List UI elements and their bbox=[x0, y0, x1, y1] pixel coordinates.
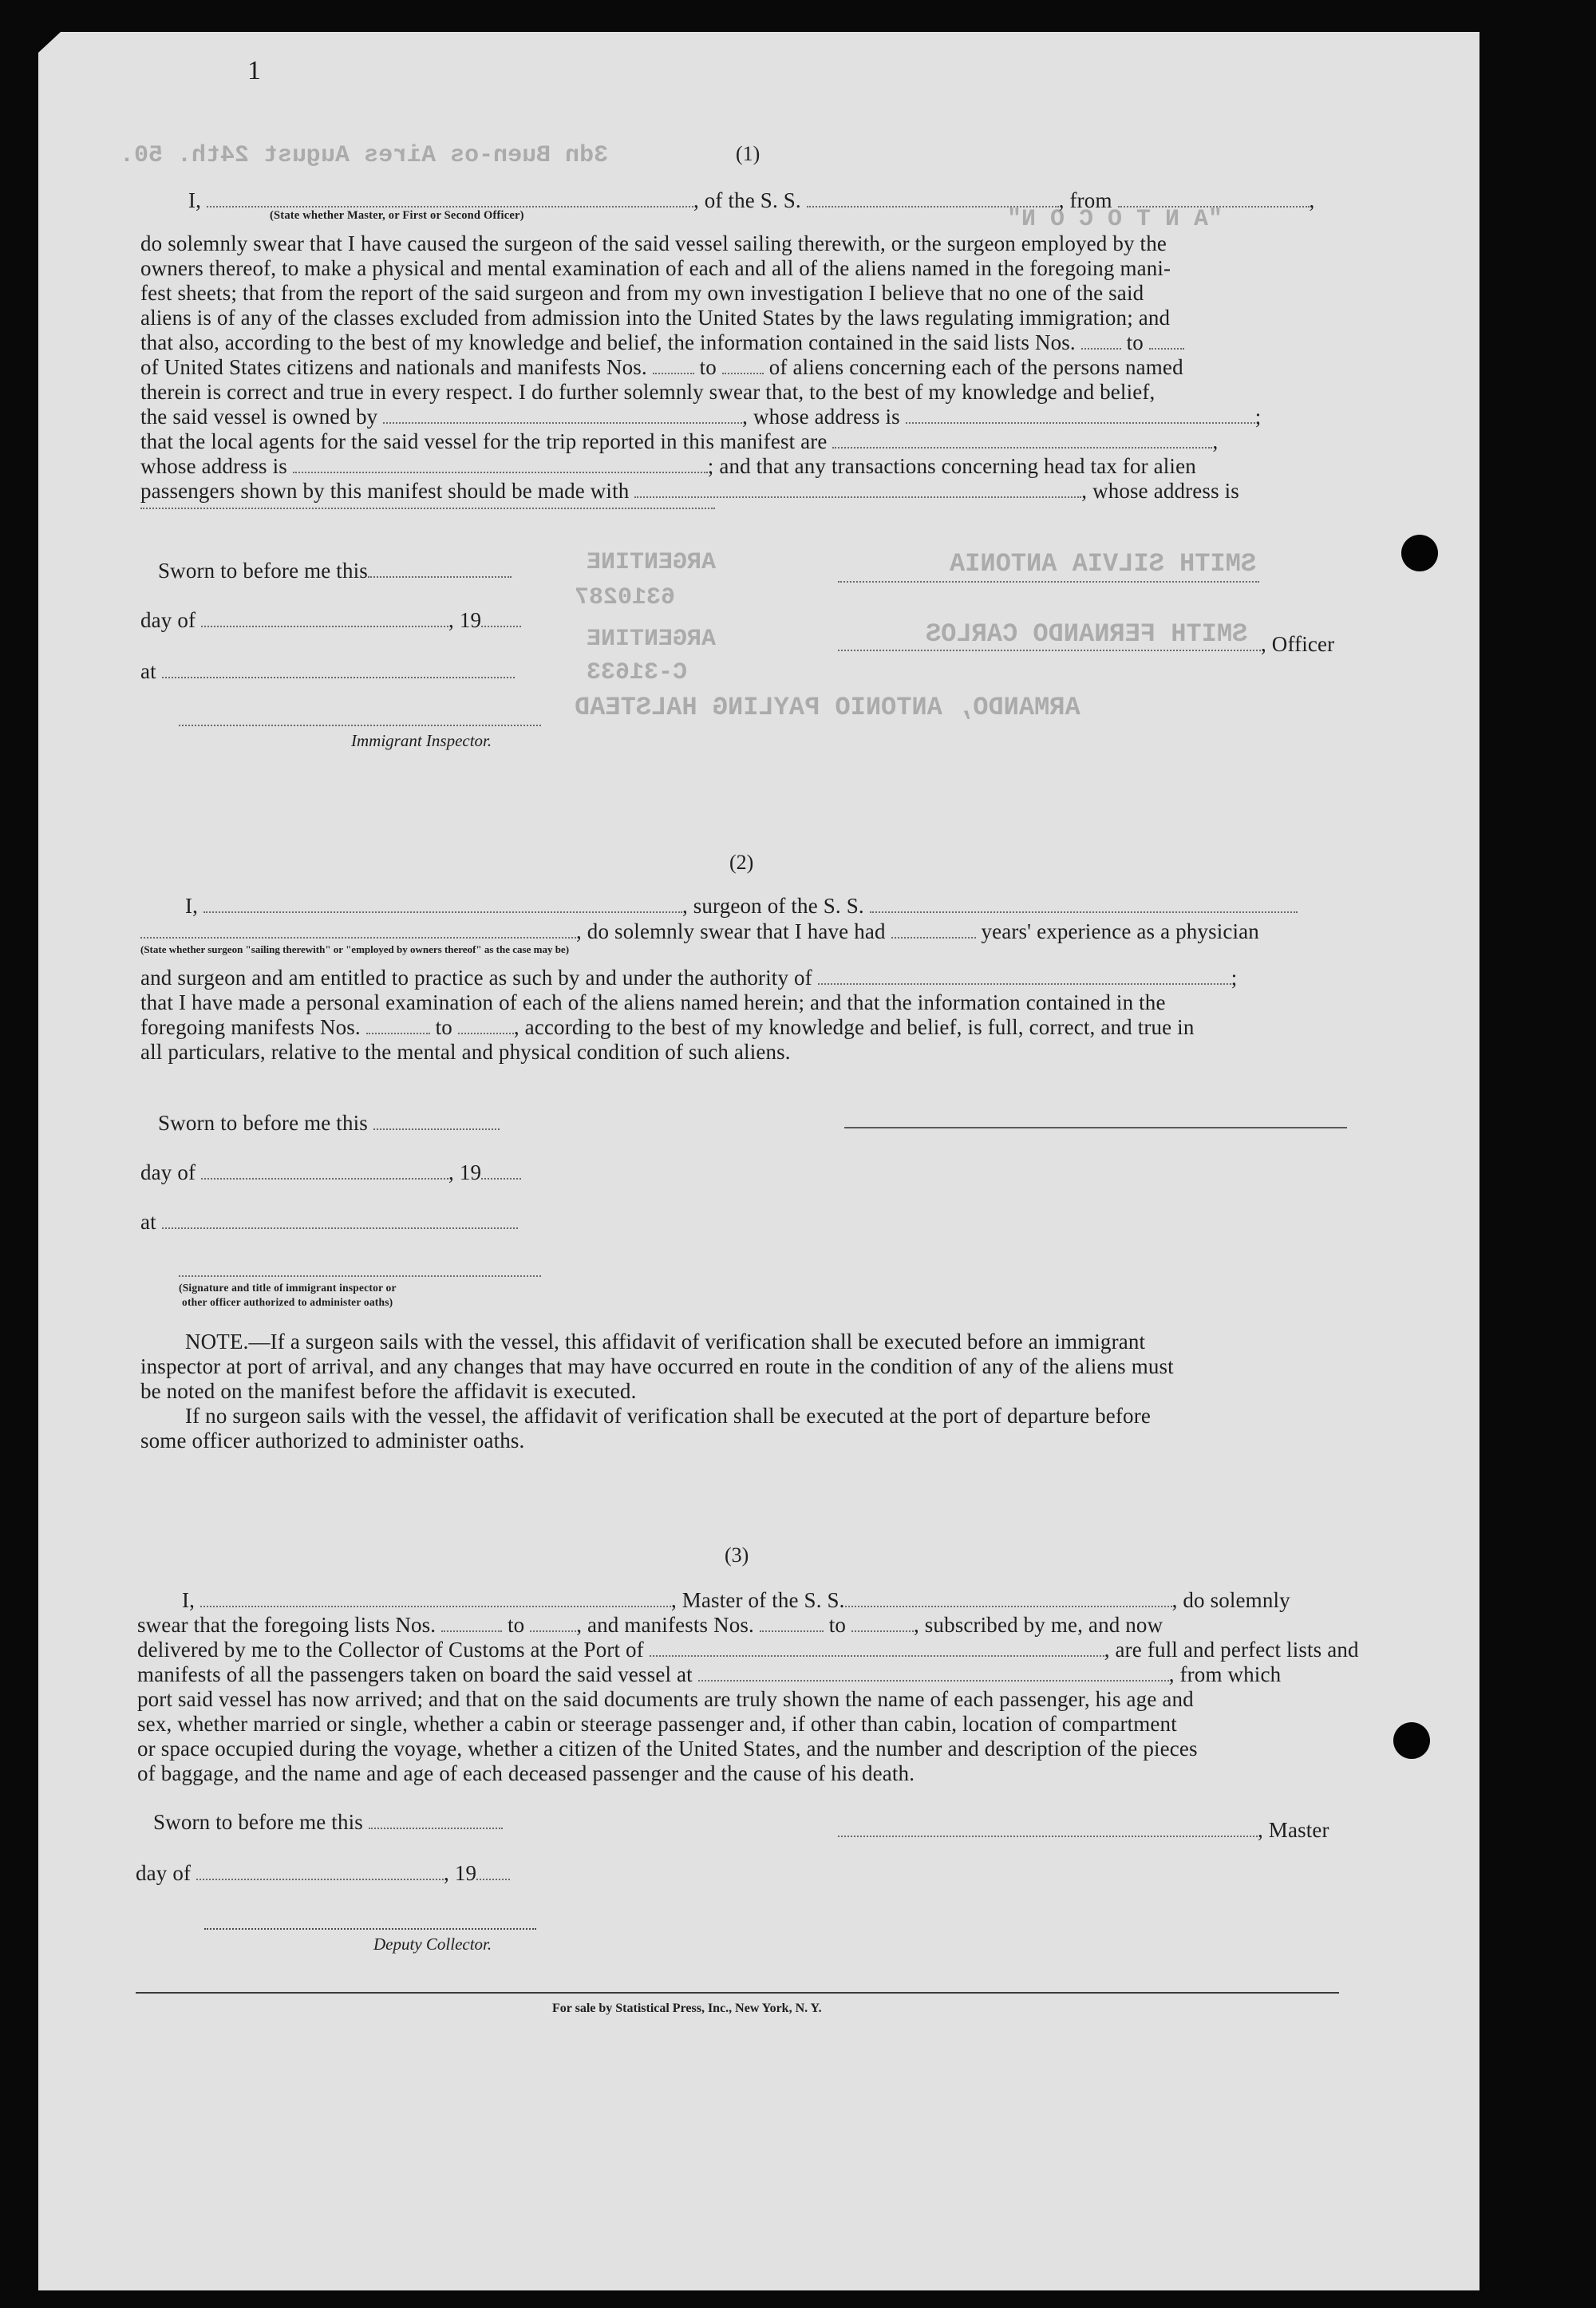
note-line: If no surgeon sails with the vessel, the affidavit of verification shall be executed at the port of departure before bbox=[185, 1404, 1151, 1428]
section-2-day-of: day of , 19 bbox=[140, 1160, 521, 1185]
note-line: NOTE.—If a surgeon sails with the vessel, this affidavit of verification shall be executed before an immigrant bbox=[185, 1330, 1146, 1354]
surgeon-signature-line bbox=[844, 1127, 1347, 1128]
section-3-line: or space occupied during the voyage, whether a citizen of the United States, and the number and description of the pieces bbox=[137, 1737, 1198, 1761]
section-3-line: sex, whether married or single, whether a cabin or steerage passenger and, if other than cabin, location of compartment bbox=[137, 1712, 1177, 1736]
signature-note-line-2: other officer authorized to administer oaths) bbox=[182, 1296, 393, 1308]
officer-signature-line-1 bbox=[838, 581, 1259, 583]
section-2-at: at bbox=[140, 1210, 518, 1235]
note-line: inspector at port of arrival, and any changes that may have occurred en route in the condition of any of the aliens must bbox=[140, 1354, 1174, 1378]
officer-signature: , Officer bbox=[838, 632, 1334, 657]
section-2-line: and surgeon and am entitled to practice as such by and under the authority of ; bbox=[140, 966, 1238, 990]
bleed-through-text: SMITH SILVIA ANTONIA bbox=[950, 549, 1257, 579]
page-corner-mark: 1 bbox=[247, 56, 261, 85]
section-1-line: aliens is of any of the classes excluded from admission into the United States by the laws regulating immigration; and bbox=[140, 306, 1171, 330]
section-3-line-1: I, , Master of the S. S. , do solemnly bbox=[182, 1588, 1290, 1612]
section-2-line: all particulars, relative to the mental and physical condition of such aliens. bbox=[140, 1040, 791, 1064]
section-1-officer-note: (State whether Master, or First or Second Officer) bbox=[270, 209, 524, 222]
master-signature: , Master bbox=[838, 1818, 1329, 1843]
section-2-signature-line bbox=[179, 1275, 541, 1277]
section-2-line-2: , do solemnly swear that I have had years' experience as a physician bbox=[140, 919, 1259, 944]
section-1-line: owners thereof, to make a physical and mental examination of each and all of the aliens named in the foregoing mani- bbox=[140, 256, 1171, 280]
note-line: some officer authorized to administer oaths. bbox=[140, 1429, 525, 1452]
punch-hole-bottom bbox=[1393, 1722, 1430, 1759]
section-3-line: manifests of all the passengers taken on board the said vessel at , from which bbox=[137, 1662, 1282, 1686]
printer-credit: For sale by Statistical Press, Inc., New York, N. Y. bbox=[552, 2002, 822, 2015]
inspector-signature-line bbox=[179, 725, 541, 726]
section-1-line: that also, according to the best of my knowledge and belief, the information contained in the said lists Nos. to bbox=[140, 330, 1184, 355]
immigrant-inspector-label: Immigrant Inspector. bbox=[351, 731, 492, 750]
section-3-day-of: day of , 19 bbox=[136, 1861, 510, 1886]
bleed-through-text: C-31633 bbox=[587, 659, 688, 686]
bleed-through-text: 6310287 bbox=[575, 584, 676, 611]
section-1-heading: (1) bbox=[736, 142, 760, 165]
section-1-day-of: day of , 19 bbox=[140, 608, 521, 633]
section-2-surgeon-note: (State whether surgeon "sailing therewith" or "employed by owners thereof" as the case may be) bbox=[140, 943, 570, 955]
section-2-line: that I have made a personal examination of each of the aliens named herein; and that the information contained in the bbox=[140, 990, 1166, 1014]
bleed-through-header: 3dn Buen-os Aires August 24th. 50. bbox=[120, 142, 609, 169]
punch-hole-top bbox=[1401, 535, 1438, 571]
section-1-line-1: I, , of the S. S. , from , bbox=[188, 188, 1315, 212]
deputy-signature-line bbox=[204, 1928, 536, 1930]
bleed-through-text: ARGENTINE bbox=[587, 626, 717, 653]
footer-rule bbox=[136, 1992, 1339, 1994]
section-1-line: whose address is ; and that any transactions concerning head tax for alien bbox=[140, 454, 1196, 478]
section-1-line: fest sheets; that from the report of the said surgeon and from my own investigation I believe that no one of the said bbox=[140, 281, 1144, 305]
section-1-line: of United States citizens and nationals and manifests Nos. to of aliens concerning each of the persons named bbox=[140, 355, 1183, 379]
section-1-line: therein is correct and true in every respect. I do further solemnly swear that, to the best of my knowledge and belief, bbox=[140, 380, 1156, 404]
note-line: be noted on the manifest before the affidavit is executed. bbox=[140, 1379, 637, 1403]
section-1-blank-line bbox=[140, 508, 715, 509]
section-1-line: passengers shown by this manifest should be made with , whose address is bbox=[140, 479, 1239, 503]
bleed-through-text: ARGENTINE bbox=[587, 549, 717, 576]
bleed-through-text: SMITH FERNANDO CARLOS bbox=[926, 619, 1248, 649]
section-2-line: foregoing manifests Nos. to , according to the best of my knowledge and belief, is full, correct, and true in bbox=[140, 1015, 1195, 1039]
section-3-heading: (3) bbox=[725, 1543, 749, 1567]
deputy-collector-label: Deputy Collector. bbox=[373, 1935, 492, 1954]
bleed-through-text: ARMANDO, ANTONIO PAYLING HALSTEAD bbox=[575, 693, 1080, 722]
section-3-line: port said vessel has now arrived; and that on the said documents are truly shown the name of each passenger, his age and bbox=[137, 1687, 1194, 1711]
section-1-line: that the local agents for the said vessel for the trip reported in this manifest are , bbox=[140, 429, 1219, 453]
signature-note-line-1: (Signature and title of immigrant inspector or bbox=[179, 1282, 397, 1294]
section-1-line: the said vessel is owned by , whose address is ; bbox=[140, 405, 1262, 429]
bleed-through-vessel: "A N T O C O N" bbox=[1007, 206, 1223, 233]
section-1-sworn: Sworn to before me this bbox=[158, 559, 512, 583]
section-1-line: do solemnly swear that I have caused the surgeon of the said vessel sailing therewith, or the surgeon employed by the bbox=[140, 231, 1167, 255]
section-2-sworn: Sworn to before me this bbox=[158, 1111, 500, 1136]
section-3-line: delivered by me to the Collector of Customs at the Port of , are full and perfect lists and bbox=[137, 1638, 1359, 1662]
section-2-line-1: I, , surgeon of the S. S. bbox=[185, 894, 1298, 919]
section-3-sworn: Sworn to before me this bbox=[153, 1810, 503, 1835]
section-3-line: swear that the foregoing lists Nos. to , and manifests Nos. to , subscribed by me, and now bbox=[137, 1613, 1163, 1637]
section-1-at: at bbox=[140, 659, 515, 684]
section-2-heading: (2) bbox=[729, 851, 754, 874]
section-3-line: of baggage, and the name and age of each deceased passenger and the cause of his death. bbox=[137, 1761, 915, 1785]
